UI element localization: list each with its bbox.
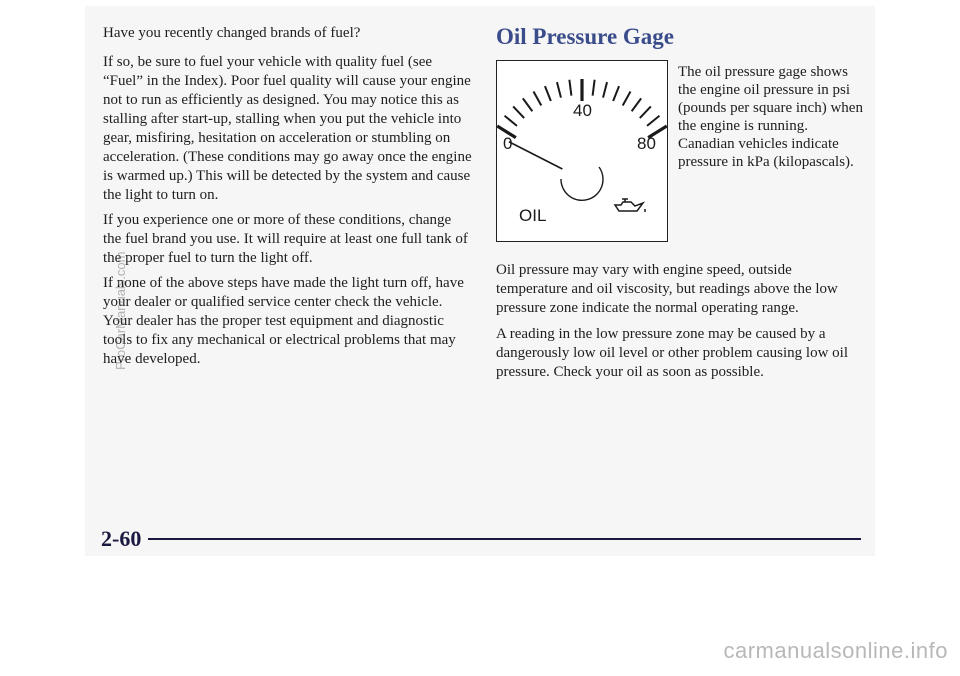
gauge-tick: [513, 106, 524, 118]
gauge-tick: [613, 86, 619, 101]
gauge-label-80: 80: [637, 134, 656, 153]
gauge-tick: [623, 92, 631, 106]
gauge-tick: [523, 98, 532, 111]
oil-can-icon: [615, 199, 645, 212]
gauge-tick: [534, 92, 542, 106]
left-column: [103, 24, 473, 375]
gauge-tick: [603, 82, 607, 97]
side-watermark: ProCarManuals.com: [113, 251, 128, 370]
gauge-tick: [505, 116, 517, 126]
gauge-tick: [557, 82, 561, 97]
gauge-tick: [647, 116, 659, 126]
left-paragraph-3: If none of the above steps have made the light turn off, have your dealer or qualified service center check the vehicle. Your dealer has the proper test equipment and diagnostic tools to fix any mechanical or electrical problems that may have developed.: [103, 275, 464, 367]
gauge-tick: [640, 106, 651, 118]
gauge-oil-label: OIL: [519, 206, 547, 225]
gauge-tick: [632, 98, 641, 111]
gauge-tick: [545, 86, 551, 101]
fuel-question: Have you recently changed brands of fuel?: [103, 25, 361, 41]
bottom-watermark: carmanualsonline.info: [723, 638, 948, 663]
gauge-tick: [569, 80, 571, 96]
right-paragraph-2: A reading in the low pressure zone may be caused by a dangerously low oil level or other problem causing low oil pressure. Check your oil as soon as possible.: [496, 326, 849, 380]
gauge-hub: [561, 167, 603, 200]
page-number: 2-60: [101, 526, 142, 551]
gauge-svg: [497, 61, 667, 241]
gauge-tick: [593, 80, 595, 96]
gauge-needle: [509, 142, 562, 169]
section-heading: Oil Pressure Gage: [496, 24, 675, 49]
left-paragraph-1: If so, be sure to fuel your vehicle with quality fuel (see “Fuel” in the Index). Poor fuel quality will cause your engine not to run as efficiently as designed. You may notice this as stalling after start-up, stalling when you put the vehicle into gear, misfiring, hesitation on acceleration or stumbling on acceleration. (These conditions may go away once the engine is warmed up.) This will be detected by the system and cause the light to turn on.: [103, 54, 472, 203]
left-paragraph-2: If you experience one or more of these conditions, change the fuel brand you use. It will require at least one full tank of the proper fuel to turn the light off.: [103, 212, 468, 266]
oil-pressure-gauge-illustration: [496, 60, 668, 242]
gauge-description: The oil pressure gage shows the engine oil pressure in psi (pounds per square inch) when the engine is running. Canadian vehicles indicate pressure in kPa (kilopascals).: [678, 64, 863, 170]
gauge-label-40: 40: [573, 101, 592, 120]
footer-rule: [148, 538, 861, 540]
right-column: [496, 261, 866, 389]
right-paragraph-1: Oil pressure may vary with engine speed, outside temperature and oil viscosity, but readings above the low pressure zone indicate the normal operating range.: [496, 262, 838, 316]
gauge-label-0: 0: [503, 134, 513, 153]
